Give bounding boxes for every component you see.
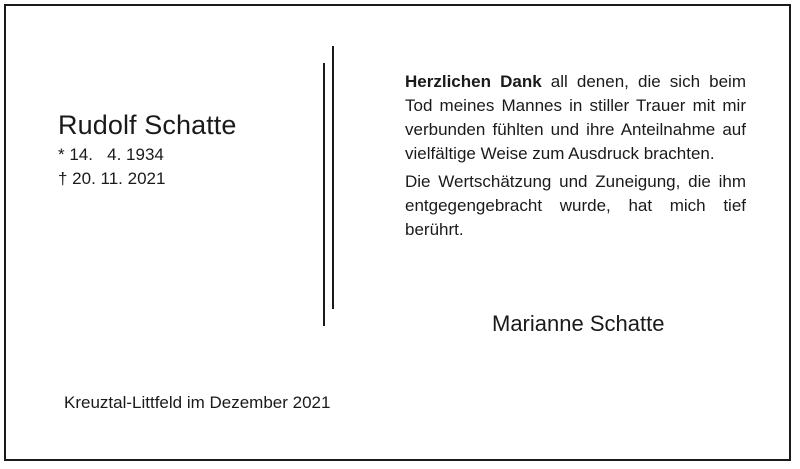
place-and-date: Kreuztal-Littfeld im Dezember 2021 xyxy=(64,393,331,412)
thanks-paragraph-2: Die Wertschätzung und Zuneigung, die ihm entgegengebracht wurde, hat mich tief berührt. xyxy=(405,172,746,239)
death-date: † 20. 11. 2021 xyxy=(58,169,166,188)
thanks-message xyxy=(405,70,746,242)
divider-line-right xyxy=(332,46,334,309)
thanks-paragraph-1-text: all denen, die sich beim Tod meines Mannes in stiller Trauer mit mir verbunden fühlten und ihre Anteilnahme auf vielfältige Weise zum Ausdruck brachten. xyxy=(405,72,746,163)
thanks-lead: Herzlichen Dank xyxy=(405,72,542,91)
signature: Marianne Schatte xyxy=(492,311,665,336)
birth-date: * 14. 4. 1934 xyxy=(58,145,164,164)
divider-line-left xyxy=(323,63,325,326)
deceased-name: Rudolf Schatte xyxy=(58,110,237,140)
thanks-paragraph-1 xyxy=(405,70,746,166)
notice-frame xyxy=(4,4,791,461)
